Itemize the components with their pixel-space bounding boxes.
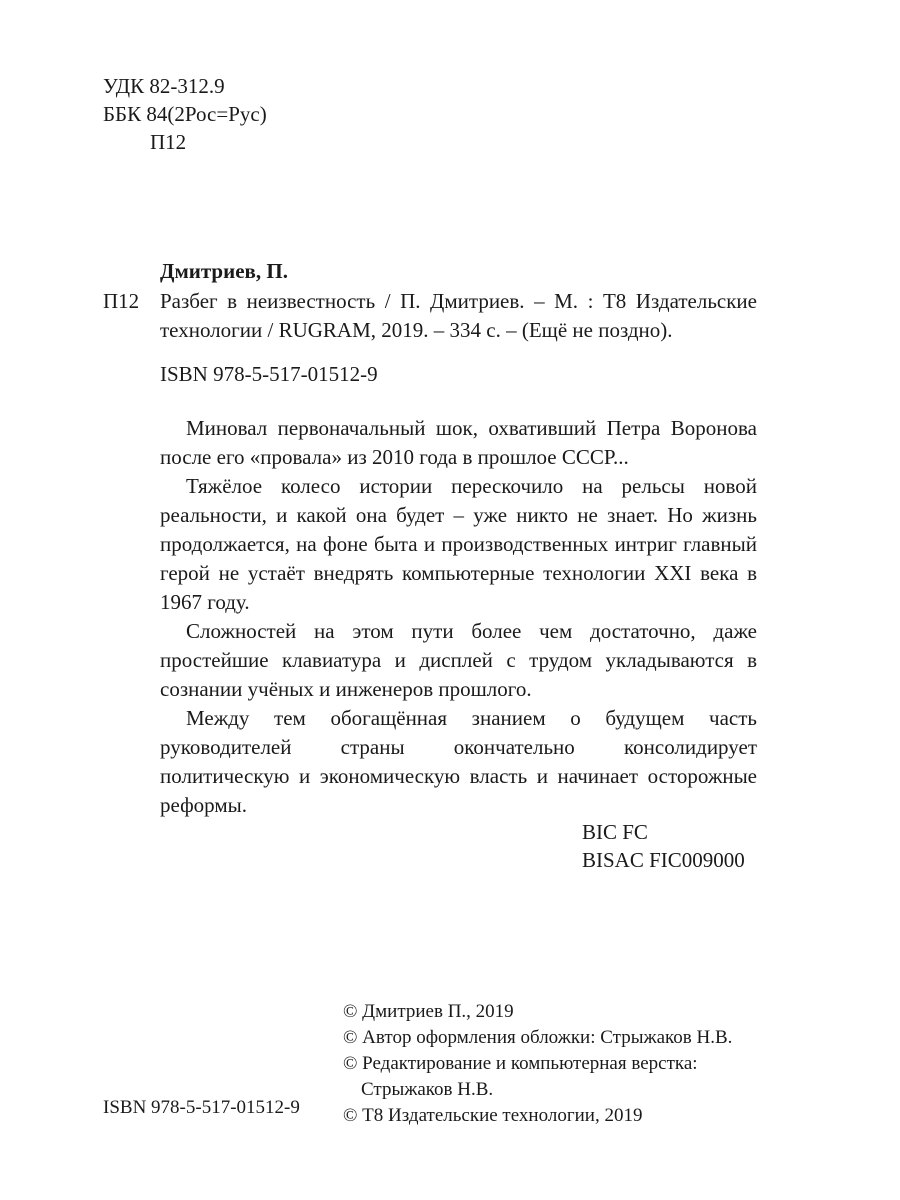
- udk-code: УДК 82-312.9: [103, 74, 225, 98]
- isbn-main: ISBN 978-5-517-01512-9: [160, 362, 378, 386]
- copyright-line: © Т8 Издательские технологии, 2019: [343, 1105, 643, 1126]
- copyright-line: © Редактирование и компьютерная верстка:: [343, 1053, 698, 1074]
- annotation-paragraph: Тяжёлое колесо истории перескочило на рельсы новой реальности, и какой она будет – уже никто не знает. Но жизнь продолжается, на фоне быта и производственных интриг главный герой не устаёт внедрять компьютерные технологии XXI века в 1967 году.: [160, 474, 757, 614]
- annotation-paragraph: Миновал первоначальный шок, охвативший Петра Воронова после его «провала» из 2010 года в прошлое СССР...: [160, 416, 757, 469]
- annotation-paragraph: Между тем обогащённая знанием о будущем часть руководителей страны окончательно консолидирует политическую и экономическую власть и начинает осторожные реформы.: [160, 706, 757, 817]
- copyright-line: © Дмитриев П., 2019: [343, 1001, 514, 1022]
- record-author: Дмитриев, П.: [160, 259, 288, 283]
- copyright-block: [343, 999, 803, 1129]
- author-mark-top: П12: [150, 130, 187, 154]
- annotation: [160, 414, 757, 820]
- bic-code: BIC FC: [582, 820, 648, 844]
- bibliographic-description: Разбег в неизвестность / П. Дмитриев. – М. : Т8 Издательские технологии / RUGRAM, 2019. – 334 с. – (Ещё не поздно).: [160, 289, 757, 342]
- copyright-line: © Автор оформления обложки: Стрыжаков Н.В.: [343, 1027, 733, 1048]
- copyright-line-continuation: Стрыжаков Н.В.: [361, 1079, 494, 1100]
- annotation-paragraph: Сложностей на этом пути более чем достаточно, даже простейшие клавиатура и дисплей с трудом укладываются в сознании учёных и инженеров прошлого.: [160, 619, 757, 701]
- bisac-code: BISAC FIC009000: [582, 848, 745, 872]
- author-mark-side: П12: [103, 289, 140, 313]
- isbn-bottom: ISBN 978-5-517-01512-9: [103, 1097, 300, 1118]
- bbk-code: ББК 84(2Рос=Рус): [103, 102, 267, 126]
